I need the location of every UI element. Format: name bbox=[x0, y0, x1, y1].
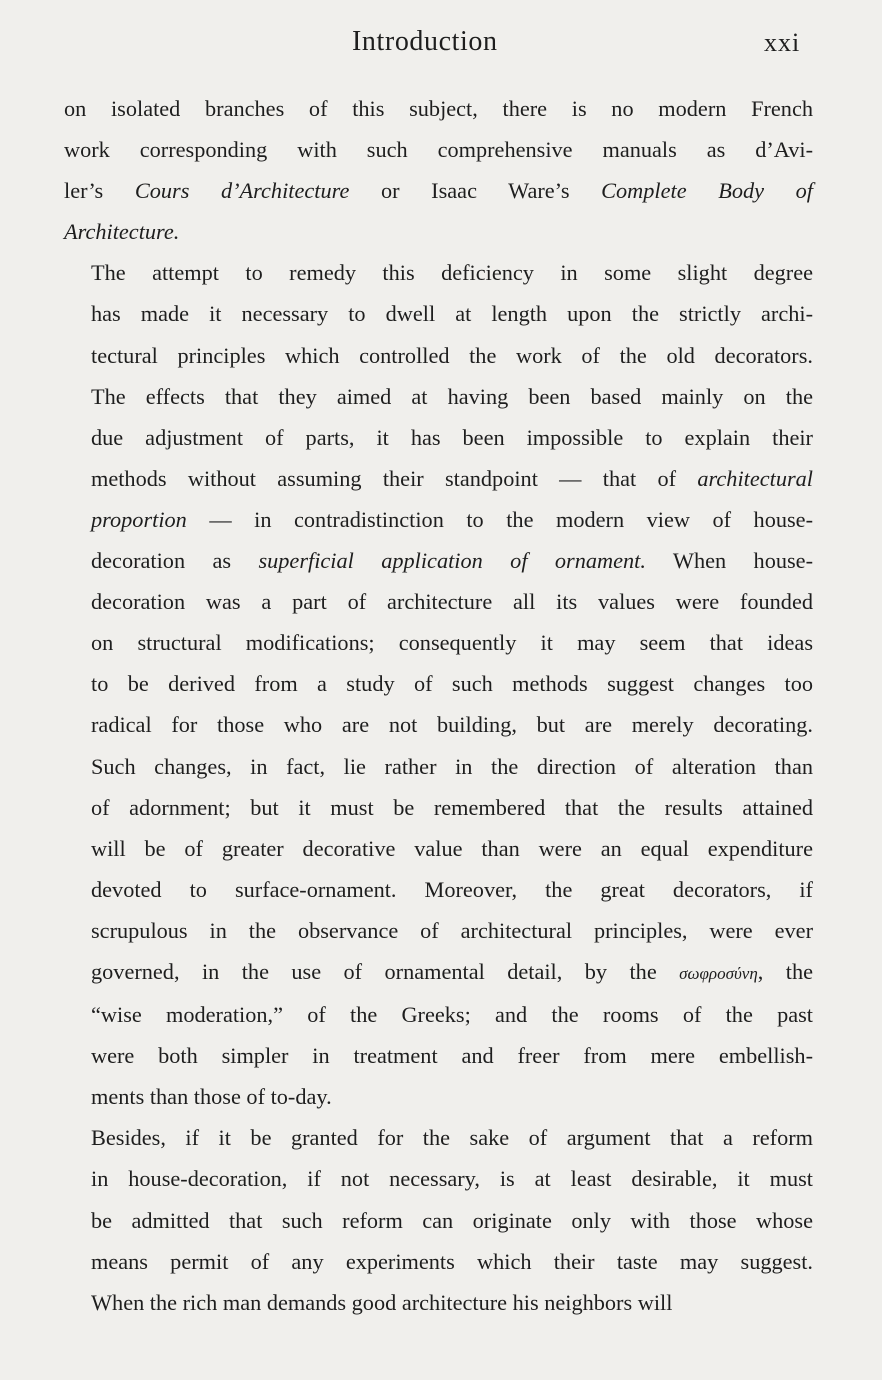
text-line bbox=[64, 1035, 813, 1076]
text-run: ments than those of to-day. bbox=[91, 1084, 332, 1110]
text-run: “wise moderation,” of the Greeks; and the rooms of the past bbox=[91, 1002, 813, 1028]
text-line bbox=[64, 335, 813, 376]
text-run: ler’s bbox=[64, 178, 135, 204]
text-run: to be derived from a study of such methods suggest changes too bbox=[91, 671, 813, 697]
text-run: When house- bbox=[645, 548, 813, 574]
text-line bbox=[64, 910, 813, 951]
paragraph-3 bbox=[64, 1117, 813, 1322]
text-line bbox=[64, 1076, 813, 1117]
text-run: When the rich man demands good architecture his neighbors will bbox=[91, 1289, 673, 1315]
paragraph-1 bbox=[64, 88, 813, 252]
text-line bbox=[64, 1200, 813, 1241]
text-line bbox=[64, 1117, 813, 1158]
text-line bbox=[64, 458, 813, 499]
page-number: xxi bbox=[764, 28, 801, 57]
text-line bbox=[64, 1158, 813, 1199]
text-run: — in contradistinction to the modern view of house- bbox=[186, 506, 813, 532]
text-run: tectural principles which controlled the work of the old decorators. bbox=[91, 342, 813, 368]
text-run: Besides, if it be granted for the sake of argument that a reform bbox=[91, 1125, 813, 1151]
text-run: The effects that they aimed at having been based mainly on the bbox=[91, 383, 813, 409]
text-run: work corresponding with such comprehensive manuals as d’Avi- bbox=[64, 137, 813, 163]
text-line bbox=[64, 828, 813, 869]
text-line bbox=[64, 951, 813, 994]
text-line bbox=[64, 88, 813, 129]
text-line bbox=[64, 417, 813, 458]
text-run: in house-decoration, if not necessary, is at least desirable, it must bbox=[91, 1166, 813, 1192]
text-line bbox=[64, 129, 813, 170]
text-line bbox=[64, 170, 813, 211]
text-line bbox=[64, 293, 813, 334]
text-run: or Isaac Ware’s bbox=[349, 178, 602, 204]
text-run: governed, in the use of ornamental detail, by the bbox=[91, 958, 680, 984]
text-line bbox=[64, 581, 813, 622]
text-run: on isolated branches of this subject, there is no modern French bbox=[64, 96, 813, 121]
text-run: of adornment; but it must be remembered that the results attained bbox=[91, 794, 813, 820]
text-run: means permit of any experiments which their taste may suggest. bbox=[91, 1248, 813, 1274]
text-run: scrupulous in the observance of architectural principles, were ever bbox=[91, 917, 813, 943]
text-line bbox=[64, 869, 813, 910]
italic-text: proportion bbox=[91, 506, 187, 532]
text-line bbox=[64, 376, 813, 417]
text-line bbox=[64, 540, 813, 581]
text-line bbox=[64, 787, 813, 828]
text-line bbox=[64, 499, 813, 540]
text-run: decoration as bbox=[91, 548, 259, 574]
text-run: radical for those who are not building, but are merely decorating. bbox=[91, 712, 813, 738]
text-run: has made it necessary to dwell at length upon the strictly archi- bbox=[91, 301, 813, 327]
text-line bbox=[64, 663, 813, 704]
text-run: were both simpler in treatment and freer from mere embellish- bbox=[91, 1043, 813, 1069]
running-head bbox=[0, 22, 882, 66]
text-run: be admitted that such reform can originate only with those whose bbox=[91, 1207, 813, 1233]
greek-word: σωφροσύνη bbox=[679, 963, 758, 983]
text-line bbox=[64, 994, 813, 1035]
text-line bbox=[64, 252, 813, 293]
italic-text: architectural bbox=[697, 465, 813, 491]
text-run: The attempt to remedy this deficiency in some slight degree bbox=[91, 260, 813, 286]
text-run: decoration was a part of architecture all its values were founded bbox=[91, 589, 813, 615]
text-run: Such changes, in fact, lie rather in the direction of alteration than bbox=[91, 753, 813, 779]
body-text bbox=[64, 88, 813, 1323]
paragraph-2 bbox=[64, 252, 813, 1117]
text-line bbox=[64, 1241, 813, 1282]
italic-text: Architecture. bbox=[64, 219, 180, 245]
text-run: , the bbox=[757, 958, 814, 984]
text-run: devoted to surface-ornament. Moreover, the great decorators, if bbox=[91, 876, 813, 902]
text-run: on structural modifications; consequently it may seem that ideas bbox=[91, 630, 813, 656]
text-line bbox=[64, 211, 813, 252]
text-line bbox=[64, 704, 813, 745]
text-run: will be of greater decorative value than were an equal expenditure bbox=[91, 835, 813, 861]
text-line bbox=[64, 1282, 813, 1323]
text-run: due adjustment of parts, it has been impossible to explain their bbox=[91, 424, 813, 450]
text-run: methods without assuming their standpoint — that of bbox=[91, 465, 698, 491]
italic-text: Cours d’Architecture bbox=[134, 178, 350, 204]
italic-text: superficial application of ornament. bbox=[258, 548, 646, 574]
text-line bbox=[64, 746, 813, 787]
chapter-title: Introduction bbox=[352, 26, 498, 57]
text-line bbox=[64, 622, 813, 663]
italic-text: Complete Body of bbox=[601, 178, 814, 204]
